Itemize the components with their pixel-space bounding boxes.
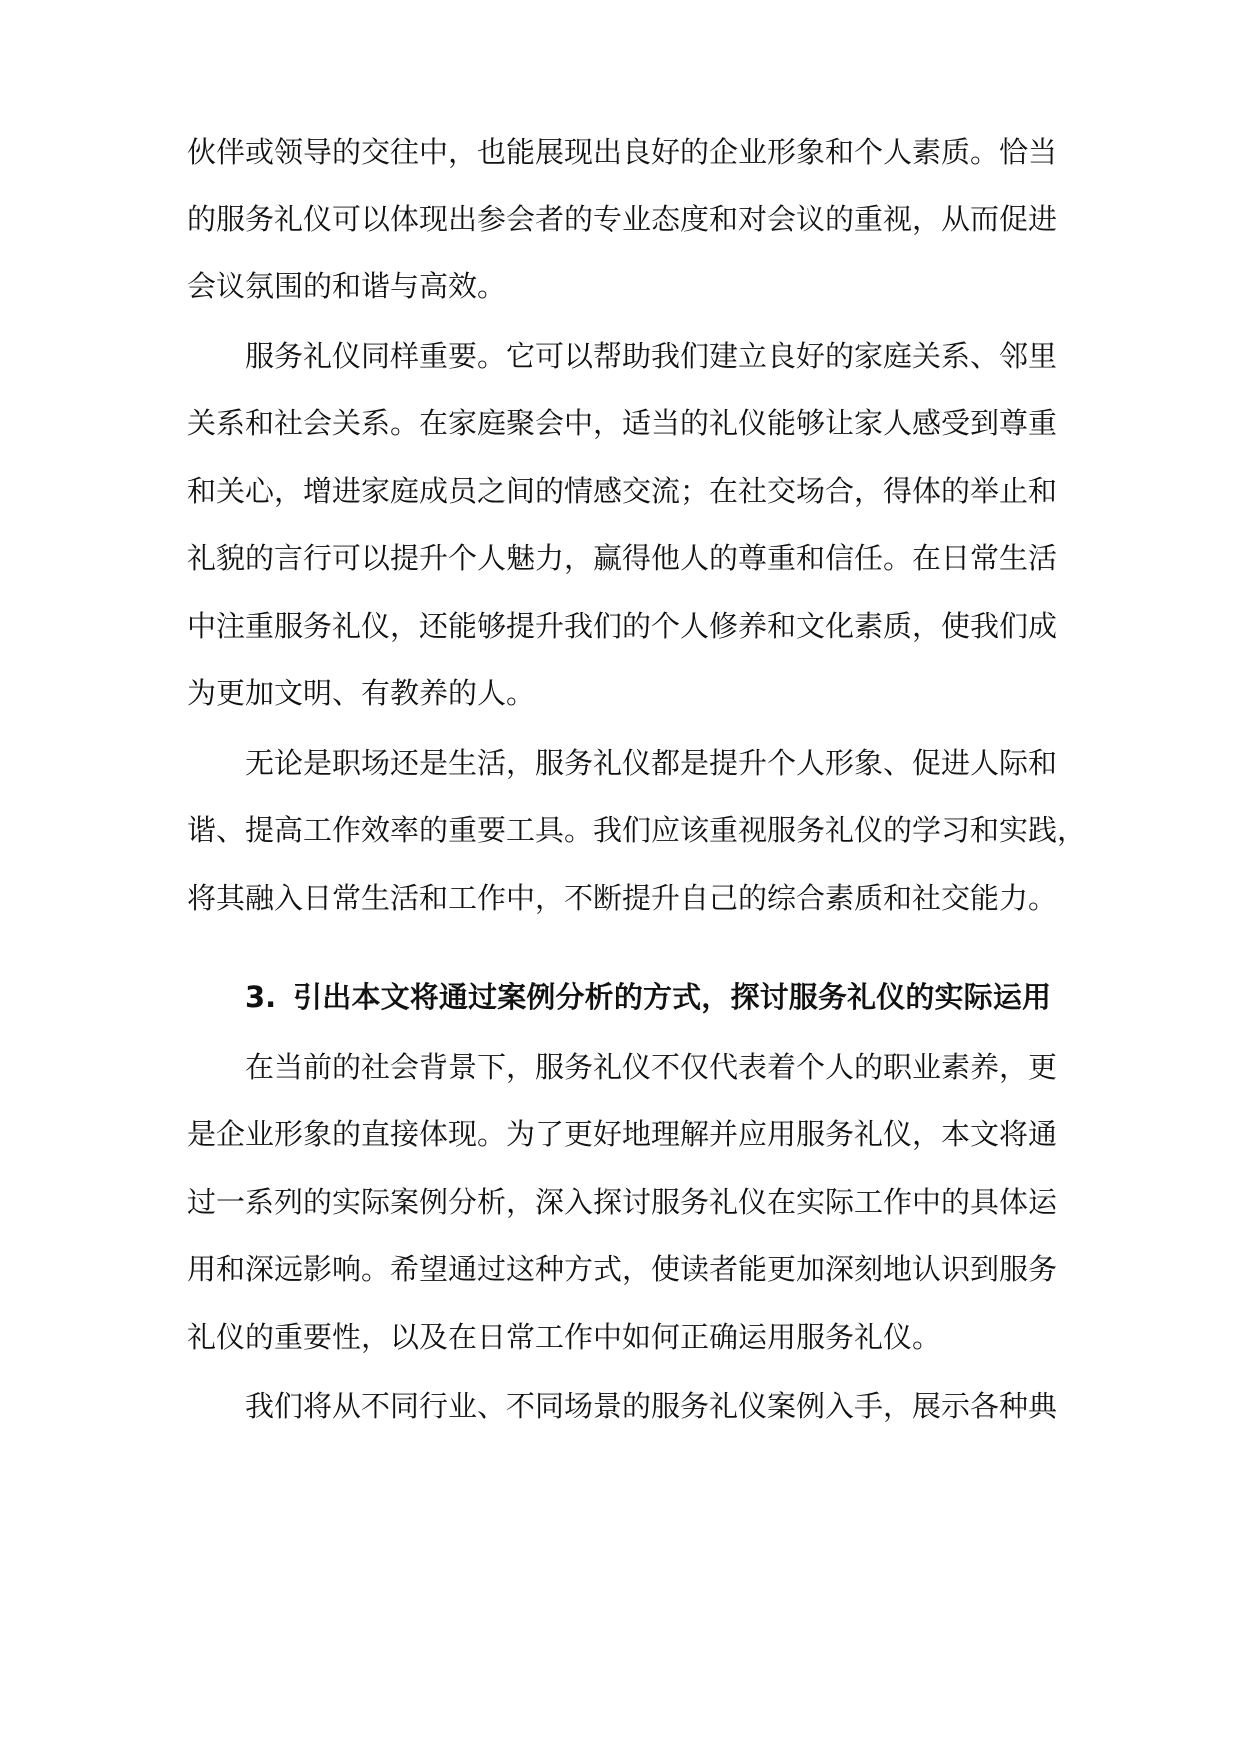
paragraph-4-line-5: 礼仪的重要性，以及在日常工作中如何正确运用服务礼仪。 [187,1320,942,1354]
paragraph-1-line-2: 的服务礼仪可以体现出参会者的专业态度和对会议的重视，从而促进 [187,202,1058,236]
paragraph-2-line-4: 礼貌的言行可以提升个人魅力，赢得他人的尊重和信任。在日常生活 [187,541,1058,575]
paragraph-2-line-5: 中注重服务礼仪，还能够提升我们的个人修养和文化素质，使我们成 [187,609,1058,643]
paragraph-5-line-1: 我们将从不同行业、不同场景的服务礼仪案例入手，展示各种典 [245,1389,1058,1423]
paragraph-3-line-3: 将其融入日常生活和工作中，不断提升自己的综合素质和社交能力。 [187,881,1058,915]
paragraph-2-line-2: 关系和社会关系。在家庭聚会中，适当的礼仪能够让家人感受到尊重 [187,406,1058,440]
paragraph-2-line-1: 服务礼仪同样重要。它可以帮助我们建立良好的家庭关系、邻里 [245,339,1058,373]
paragraph-1-line-1: 伙伴或领导的交往中，也能展现出良好的企业形象和个人素质。恰当 [187,135,1058,169]
paragraph-1-line-3: 会议氛围的和谐与高效。 [187,269,507,303]
paragraph-3-line-2: 谐、提高工作效率的重要工具。我们应该重视服务礼仪的学习和实践， [187,813,1087,847]
section-heading [245,975,1051,1019]
paragraph-4-line-4: 用和深远影响。希望通过这种方式，使读者能更加深刻地认识到服务 [187,1252,1058,1286]
paragraph-4-line-2: 是企业形象的直接体现。为了更好地理解并应用服务礼仪，本文将通 [187,1117,1058,1151]
paragraph-4-line-3: 过一系列的实际案例分析，深入探讨服务礼仪在实际工作中的具体运 [187,1185,1058,1219]
paragraph-2-line-6: 为更加文明、有教养的人。 [187,676,536,710]
section-heading-text: 引出本文将通过案例分析的方式，探讨服务礼仪的实际运用 [293,980,1051,1014]
paragraph-2-line-3: 和关心，增进家庭成员之间的情感交流；在社交场合，得体的举止和 [187,474,1058,508]
section-heading-number: 3. [245,980,277,1014]
paragraph-4-line-1: 在当前的社会背景下，服务礼仪不仅代表着个人的职业素养，更 [245,1050,1058,1084]
paragraph-3-line-1: 无论是职场还是生活，服务礼仪都是提升个人形象、促进人际和 [245,746,1058,780]
